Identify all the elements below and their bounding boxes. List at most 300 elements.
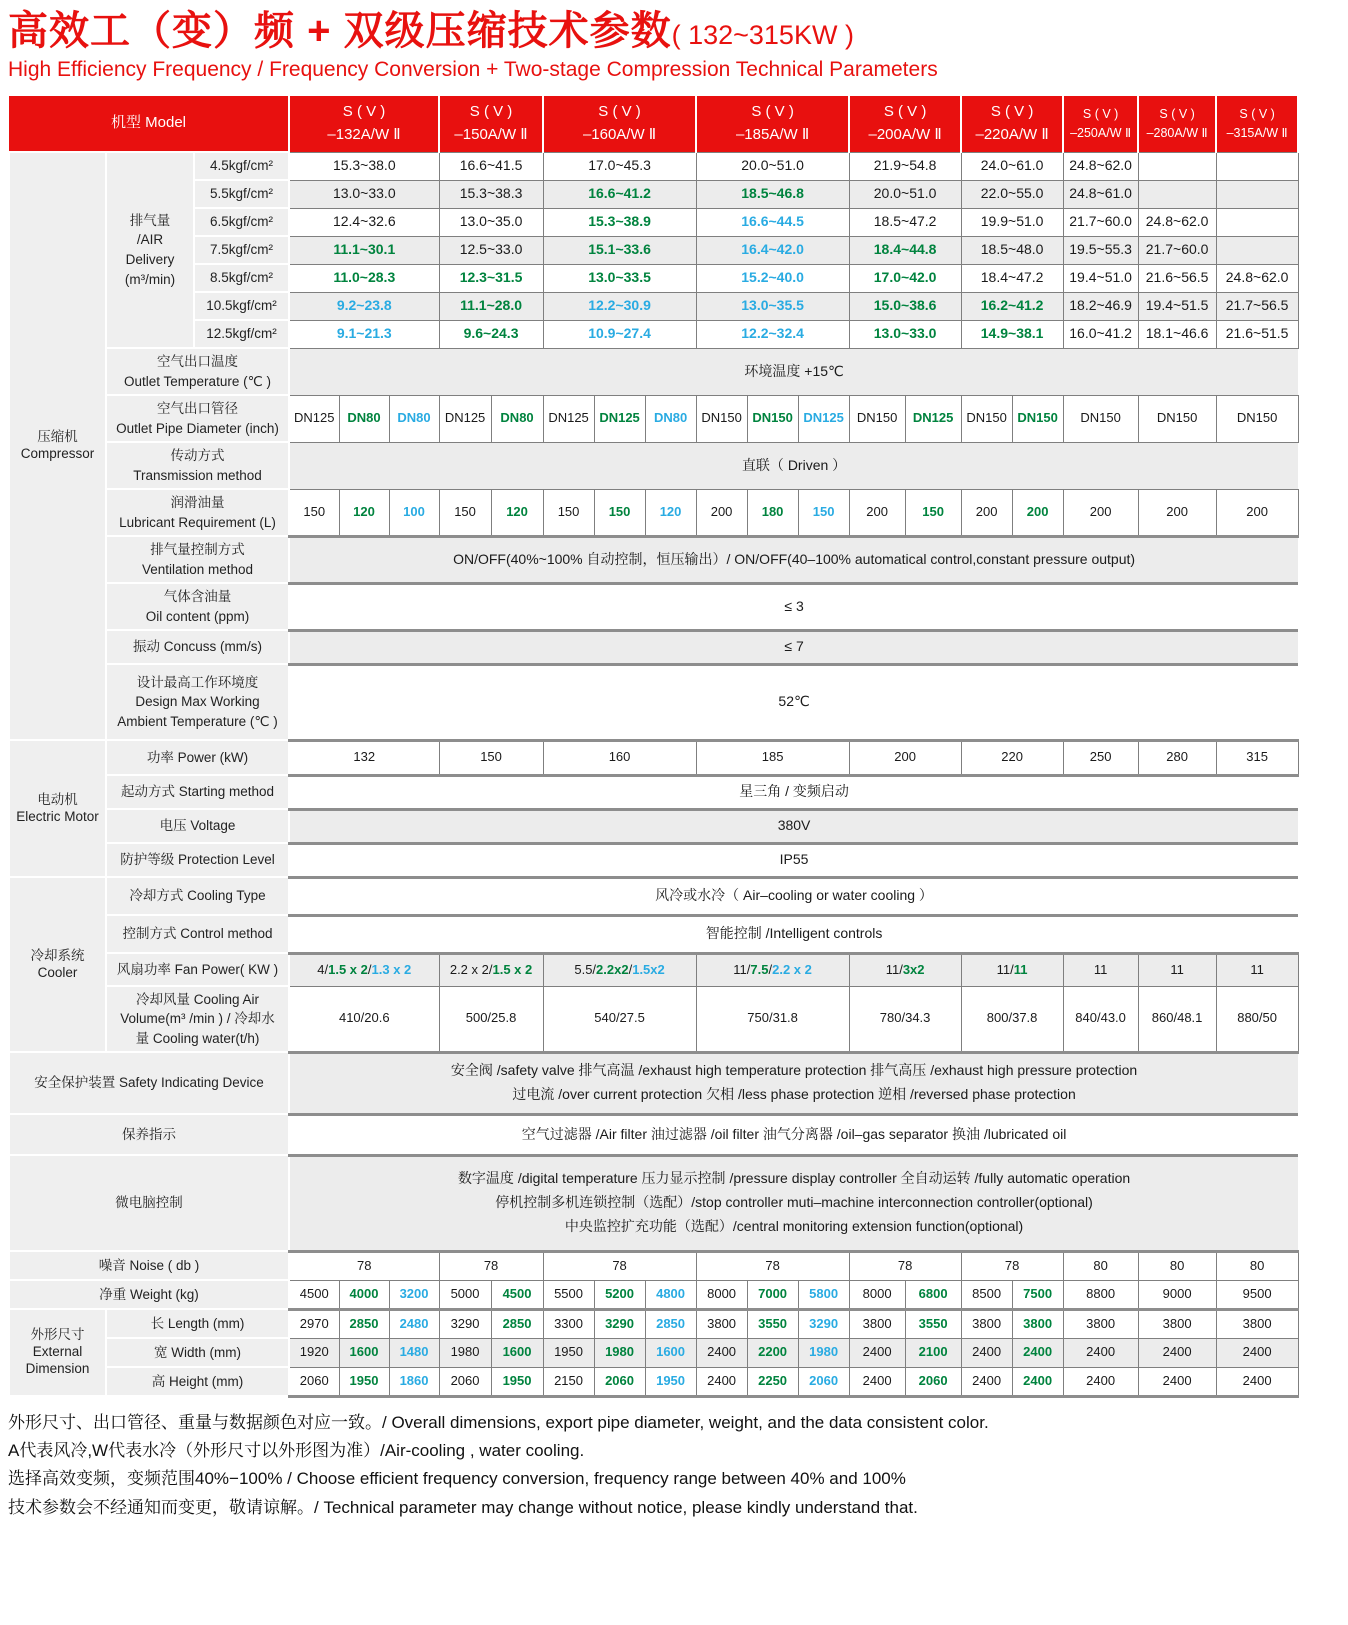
row-fan-power bbox=[9, 953, 1298, 986]
row-fan-power-cell-5: 11/3x2 bbox=[849, 953, 961, 986]
row-cooling-volume-cell-8: 860/48.1 bbox=[1138, 986, 1216, 1052]
row-air-8.5-cell-7: 19.4~51.0 bbox=[1063, 264, 1138, 292]
row-air-10.5-cell-2: 11.1~28.0 bbox=[439, 292, 543, 320]
row-air-12.5-cell-9: 21.6~51.5 bbox=[1216, 320, 1298, 348]
row-maintenance-cell-1: 空气过滤器 /Air filter 油过滤器 /oil filter 油气分离器 /oil–gas separator 换油 /lubricated oil bbox=[289, 1114, 1298, 1155]
label-cooling-type: 冷却方式 Cooling Type bbox=[106, 877, 289, 915]
row-cooling-type bbox=[9, 877, 1298, 915]
row-air-8.5-cell-4: 15.2~40.0 bbox=[696, 264, 849, 292]
row-length-cell-3: 2850 bbox=[339, 1309, 389, 1338]
row-pipe-cell-6: DN125 bbox=[543, 395, 594, 442]
model-header-5: S ( V ) –200A/W Ⅱ bbox=[849, 96, 961, 152]
row-air-10.5-cell-5: 15.0~38.6 bbox=[849, 292, 961, 320]
row-air-10.5-cell-1: 9.2~23.8 bbox=[289, 292, 439, 320]
row-length-cell-11: 3550 bbox=[747, 1309, 798, 1338]
row-length-cell-8: 3290 bbox=[594, 1309, 645, 1338]
row-height-cell-13: 2060 bbox=[905, 1367, 961, 1396]
row-air-12.5-cell-2: 9.6~24.3 bbox=[439, 320, 543, 348]
row-fan-power-cell-8: 11 bbox=[1138, 953, 1216, 986]
row-length-cell-2: 2970 bbox=[289, 1309, 339, 1338]
label-microcomputer: 微电脑控制 bbox=[9, 1155, 289, 1251]
row-height-cell-6: 2150 bbox=[543, 1367, 594, 1396]
row-length-cell-14: 3550 bbox=[905, 1309, 961, 1338]
label-length: 长 Length (mm) bbox=[106, 1309, 289, 1338]
row-height-cell-16: 2400 bbox=[1063, 1367, 1138, 1396]
row-pipe-cell-11: DN125 bbox=[798, 395, 849, 442]
row-height-cell-9: 2400 bbox=[696, 1367, 747, 1396]
row-pipe bbox=[9, 395, 1298, 442]
row-cooling-volume-cell-1: 410/20.6 bbox=[289, 986, 439, 1052]
title-zh: 高效工（变）频 + 双级压缩技术参数 bbox=[8, 9, 672, 53]
row-air-12.5-cell-5: 13.0~33.0 bbox=[849, 320, 961, 348]
spec-table bbox=[8, 96, 1299, 1398]
label-weight: 净重 Weight (kg) bbox=[9, 1280, 289, 1309]
row-lubricant-cell-17: 200 bbox=[1138, 489, 1216, 536]
row-control bbox=[9, 915, 1298, 953]
row-air-8.5-cell-2: 12.3~31.5 bbox=[439, 264, 543, 292]
row-lubricant-cell-6: 150 bbox=[543, 489, 594, 536]
label-pressure-7.5: 7.5kgf/cm² bbox=[194, 236, 289, 264]
row-weight-cell-12: 8000 bbox=[849, 1280, 905, 1309]
row-air-6.5-cell-6: 19.9~51.0 bbox=[961, 208, 1063, 236]
row-length-cell-6: 2850 bbox=[491, 1309, 543, 1338]
row-air-5.5-cell-9 bbox=[1216, 180, 1298, 208]
row-width bbox=[9, 1338, 1298, 1367]
row-micro bbox=[9, 1155, 1298, 1251]
row-air-12.5-cell-7: 16.0~41.2 bbox=[1063, 320, 1138, 348]
label-concuss: 振动 Concuss (mm/s) bbox=[106, 630, 289, 664]
row-air-10.5-cell-3: 12.2~30.9 bbox=[543, 292, 696, 320]
row-width-cell-9: 2400 bbox=[696, 1338, 747, 1367]
label-fan-power: 风扇功率 Fan Power( KW ) bbox=[106, 953, 289, 986]
row-lubricant-cell-13: 150 bbox=[905, 489, 961, 536]
footnotes bbox=[8, 1410, 1340, 1521]
footnote-1: 外形尺寸、出口管径、重量与数据颜色对应一致。/ Overall dimensions, export pipe diameter, weight, and the data consistent color. bbox=[8, 1412, 989, 1432]
row-weight-cell-13: 6800 bbox=[905, 1280, 961, 1309]
row-width-cell-3: 1480 bbox=[389, 1338, 439, 1367]
label-cooling-volume: 冷却风量 Cooling Air Volume(m³ /min ) / 冷却水 量 Cooling water(t/h) bbox=[106, 986, 289, 1052]
row-width-cell-5: 1600 bbox=[491, 1338, 543, 1367]
label-ventilation: 排气量控制方式 Ventilation method bbox=[106, 536, 289, 583]
row-weight-cell-15: 7500 bbox=[1012, 1280, 1063, 1309]
label-pressure-10.5: 10.5kgf/cm² bbox=[194, 292, 289, 320]
row-oil-cell-1: ≤ 3 bbox=[289, 583, 1298, 630]
label-maintenance: 保养指示 bbox=[9, 1114, 289, 1155]
row-length-cell-17: 3800 bbox=[1063, 1309, 1138, 1338]
row-height-cell-8: 1950 bbox=[645, 1367, 696, 1396]
row-air-10.5-cell-4: 13.0~35.5 bbox=[696, 292, 849, 320]
row-height bbox=[9, 1367, 1298, 1396]
row-width-cell-7: 1980 bbox=[594, 1338, 645, 1367]
row-height-cell-17: 2400 bbox=[1138, 1367, 1216, 1396]
row-width-cell-1: 1920 bbox=[289, 1338, 339, 1367]
label-design-max-temp: 设计最高工作环境度 Design Max Working Ambient Temperature (℃ ) bbox=[106, 664, 289, 740]
row-width-cell-18: 2400 bbox=[1216, 1338, 1298, 1367]
row-weight-cell-18: 9500 bbox=[1216, 1280, 1298, 1309]
row-height-cell-7: 2060 bbox=[594, 1367, 645, 1396]
row-weight-cell-4: 5000 bbox=[439, 1280, 491, 1309]
row-air-4.5-cell-4: 16.6~41.5 bbox=[439, 152, 543, 180]
row-air-4.5 bbox=[9, 152, 1298, 180]
row-header bbox=[9, 96, 1298, 152]
row-fan-power-cell-7: 11 bbox=[1063, 953, 1138, 986]
row-design-cell-1: 52℃ bbox=[289, 664, 1298, 740]
row-lubricant-cell-5: 120 bbox=[491, 489, 543, 536]
row-width-cell-11: 1980 bbox=[798, 1338, 849, 1367]
label-pressure-4.5: 4.5kgf/cm² bbox=[194, 152, 289, 180]
row-length-cell-5: 3290 bbox=[439, 1309, 491, 1338]
label-air-delivery: 排气量 /AIR Delivery (m³/min) bbox=[106, 152, 194, 348]
row-lubricant-cell-11: 150 bbox=[798, 489, 849, 536]
row-cooling-volume-cell-3: 540/27.5 bbox=[543, 986, 696, 1052]
row-weight-cell-7: 5200 bbox=[594, 1280, 645, 1309]
row-height-cell-1: 2060 bbox=[289, 1367, 339, 1396]
row-air-12.5-cell-6: 14.9~38.1 bbox=[961, 320, 1063, 348]
row-length bbox=[9, 1309, 1298, 1338]
row-height-cell-18: 2400 bbox=[1216, 1367, 1298, 1396]
row-air-12.5-cell-4: 12.2~32.4 bbox=[696, 320, 849, 348]
row-weight-cell-3: 3200 bbox=[389, 1280, 439, 1309]
row-air-7.5-cell-6: 18.5~48.0 bbox=[961, 236, 1063, 264]
row-length-cell-15: 3800 bbox=[961, 1309, 1012, 1338]
label-transmission: 传动方式 Transmission method bbox=[106, 442, 289, 489]
row-air-6.5-cell-3: 15.3~38.9 bbox=[543, 208, 696, 236]
row-power-cell-4: 160 bbox=[543, 740, 696, 775]
row-height-cell-14: 2400 bbox=[961, 1367, 1012, 1396]
row-air-12.5 bbox=[9, 320, 1298, 348]
row-width-cell-14: 2400 bbox=[961, 1338, 1012, 1367]
model-header-7: S ( V ) –250A/W Ⅱ bbox=[1063, 96, 1138, 152]
row-concuss bbox=[9, 630, 1298, 664]
row-noise-cell-3: 78 bbox=[543, 1251, 696, 1280]
row-power bbox=[9, 740, 1298, 775]
row-air-6.5-cell-2: 13.0~35.0 bbox=[439, 208, 543, 236]
row-cooling-type-cell-2: 风冷或水冷（ Air–cooling or water cooling ） bbox=[289, 877, 1298, 915]
row-air-7.5-cell-4: 16.4~42.0 bbox=[696, 236, 849, 264]
row-air-7.5-cell-3: 15.1~33.6 bbox=[543, 236, 696, 264]
row-starting-cell-1: 星三角 / 变频启动 bbox=[289, 775, 1298, 809]
row-safety-cell-1: 安全阀 /safety valve 排气高温 /exhaust high temperature protection 排气高压 /exhaust high pressure protection 过电流 /over current protection 欠相 /less phase protection 逆相 /reversed phase protection bbox=[289, 1052, 1298, 1114]
page-title bbox=[8, 8, 1340, 54]
row-power-cell-6: 200 bbox=[849, 740, 961, 775]
row-pipe-cell-3: DN80 bbox=[389, 395, 439, 442]
row-air-4.5-cell-7: 21.9~54.8 bbox=[849, 152, 961, 180]
row-air-6.5-cell-8: 24.8~62.0 bbox=[1138, 208, 1216, 236]
row-air-7.5-cell-7: 19.5~55.3 bbox=[1063, 236, 1138, 264]
label-oil-content: 气体含油量 Oil content (ppm) bbox=[106, 583, 289, 630]
row-width-cell-2: 1600 bbox=[339, 1338, 389, 1367]
row-air-5.5 bbox=[9, 180, 1298, 208]
row-width-cell-17: 2400 bbox=[1138, 1338, 1216, 1367]
row-length-cell-10: 3800 bbox=[696, 1309, 747, 1338]
row-lubricant-cell-18: 200 bbox=[1216, 489, 1298, 536]
row-air-5.5-cell-4: 18.5~46.8 bbox=[696, 180, 849, 208]
row-noise bbox=[9, 1251, 1298, 1280]
row-air-4.5-cell-11 bbox=[1216, 152, 1298, 180]
model-header-9: S ( V ) –315A/W Ⅱ bbox=[1216, 96, 1298, 152]
row-pipe-cell-16: DN150 bbox=[1063, 395, 1138, 442]
row-noise-cell-1: 78 bbox=[289, 1251, 439, 1280]
label-width: 宽 Width (mm) bbox=[106, 1338, 289, 1367]
row-air-7.5-cell-5: 18.4~44.8 bbox=[849, 236, 961, 264]
row-lubricant-cell-12: 200 bbox=[849, 489, 905, 536]
row-air-4.5-cell-8: 24.0~61.0 bbox=[961, 152, 1063, 180]
label-pressure-12.5: 12.5kgf/cm² bbox=[194, 320, 289, 348]
row-air-10.5 bbox=[9, 292, 1298, 320]
row-lubricant-cell-3: 100 bbox=[389, 489, 439, 536]
row-safety bbox=[9, 1052, 1298, 1114]
row-height-cell-12: 2400 bbox=[849, 1367, 905, 1396]
row-power-cell-10: 315 bbox=[1216, 740, 1298, 775]
row-maintenance bbox=[9, 1114, 1298, 1155]
row-height-cell-10: 2250 bbox=[747, 1367, 798, 1396]
row-pipe-cell-1: DN125 bbox=[289, 395, 339, 442]
row-length-cell-12: 3290 bbox=[798, 1309, 849, 1338]
row-air-7.5-cell-1: 11.1~30.1 bbox=[289, 236, 439, 264]
row-air-4.5-cell-3: 15.3~38.0 bbox=[289, 152, 439, 180]
row-voltage-cell-1: 380V bbox=[289, 809, 1298, 843]
row-lubricant-cell-14: 200 bbox=[961, 489, 1012, 536]
row-air-7.5 bbox=[9, 236, 1298, 264]
row-air-6.5-cell-4: 16.6~44.5 bbox=[696, 208, 849, 236]
row-cooling-volume-cell-6: 800/37.8 bbox=[961, 986, 1063, 1052]
row-air-10.5-cell-6: 16.2~41.2 bbox=[961, 292, 1063, 320]
row-protection-cell-1: IP55 bbox=[289, 843, 1298, 877]
row-power-cell-7: 220 bbox=[961, 740, 1063, 775]
label-pipe-diameter: 空气出口管径 Outlet Pipe Diameter (inch) bbox=[106, 395, 289, 442]
model-header-2: S ( V ) –150A/W Ⅱ bbox=[439, 96, 543, 152]
row-height-cell-4: 2060 bbox=[439, 1367, 491, 1396]
row-pipe-cell-4: DN125 bbox=[439, 395, 491, 442]
row-air-5.5-cell-1: 13.0~33.0 bbox=[289, 180, 439, 208]
row-air-7.5-cell-2: 12.5~33.0 bbox=[439, 236, 543, 264]
label-power: 功率 Power (kW) bbox=[106, 740, 289, 775]
label-noise: 噪音 Noise ( db ) bbox=[9, 1251, 289, 1280]
row-power-cell-2: 132 bbox=[289, 740, 439, 775]
row-weight-cell-11: 5800 bbox=[798, 1280, 849, 1309]
row-height-cell-3: 1860 bbox=[389, 1367, 439, 1396]
row-pipe-cell-10: DN150 bbox=[747, 395, 798, 442]
row-lubricant bbox=[9, 489, 1298, 536]
row-length-cell-13: 3800 bbox=[849, 1309, 905, 1338]
row-power-cell-8: 250 bbox=[1063, 740, 1138, 775]
label-pressure-5.5: 5.5kgf/cm² bbox=[194, 180, 289, 208]
row-lubricant-cell-9: 200 bbox=[696, 489, 747, 536]
row-width-cell-15: 2400 bbox=[1012, 1338, 1063, 1367]
row-air-6.5-cell-7: 21.7~60.0 bbox=[1063, 208, 1138, 236]
footnote-4: 技术参数会不经通知而变更，敬请谅解。/ Technical parameter may change without notice, please kindly understand that. bbox=[8, 1497, 918, 1517]
row-length-cell-19: 3800 bbox=[1216, 1309, 1298, 1338]
label-outlet-temp: 空气出口温度 Outlet Temperature (℃ ) bbox=[106, 348, 289, 395]
row-pipe-cell-5: DN80 bbox=[491, 395, 543, 442]
label-control-method: 控制方式 Control method bbox=[106, 915, 289, 953]
row-length-cell-7: 3300 bbox=[543, 1309, 594, 1338]
row-lubricant-cell-2: 120 bbox=[339, 489, 389, 536]
row-air-8.5-cell-1: 11.0~28.3 bbox=[289, 264, 439, 292]
row-pipe-cell-2: DN80 bbox=[339, 395, 389, 442]
row-weight-cell-14: 8500 bbox=[961, 1280, 1012, 1309]
row-pipe-cell-9: DN150 bbox=[696, 395, 747, 442]
row-outlet-temp bbox=[9, 348, 1298, 395]
row-width-cell-8: 1600 bbox=[645, 1338, 696, 1367]
row-pipe-cell-15: DN150 bbox=[1012, 395, 1063, 442]
row-noise-cell-9: 80 bbox=[1216, 1251, 1298, 1280]
row-width-cell-13: 2100 bbox=[905, 1338, 961, 1367]
row-pipe-cell-17: DN150 bbox=[1138, 395, 1216, 442]
row-weight-cell-1: 4500 bbox=[289, 1280, 339, 1309]
row-air-8.5-cell-5: 17.0~42.0 bbox=[849, 264, 961, 292]
label-pressure-8.5: 8.5kgf/cm² bbox=[194, 264, 289, 292]
row-air-6.5-cell-5: 18.5~47.2 bbox=[849, 208, 961, 236]
row-air-4.5-cell-6: 20.0~51.0 bbox=[696, 152, 849, 180]
label-height: 高 Height (mm) bbox=[106, 1367, 289, 1396]
row-fan-power-cell-2: 2.2 x 2/1.5 x 2 bbox=[439, 953, 543, 986]
row-weight-cell-16: 8800 bbox=[1063, 1280, 1138, 1309]
row-air-4.5-cell-10 bbox=[1138, 152, 1216, 180]
row-air-5.5-cell-8 bbox=[1138, 180, 1216, 208]
row-width-cell-4: 1980 bbox=[439, 1338, 491, 1367]
row-length-cell-16: 3800 bbox=[1012, 1309, 1063, 1338]
row-air-8.5 bbox=[9, 264, 1298, 292]
row-weight-cell-5: 4500 bbox=[491, 1280, 543, 1309]
row-power-cell-3: 150 bbox=[439, 740, 543, 775]
row-cooling-volume-cell-4: 750/31.8 bbox=[696, 986, 849, 1052]
row-fan-power-cell-6: 11/11 bbox=[961, 953, 1063, 986]
row-pipe-cell-14: DN150 bbox=[961, 395, 1012, 442]
row-air-8.5-cell-8: 21.6~56.5 bbox=[1138, 264, 1216, 292]
row-weight-cell-17: 9000 bbox=[1138, 1280, 1216, 1309]
row-length-cell-18: 3800 bbox=[1138, 1309, 1216, 1338]
row-air-10.5-cell-8: 19.4~51.5 bbox=[1138, 292, 1216, 320]
row-air-4.5-cell-9: 24.8~62.0 bbox=[1063, 152, 1138, 180]
label-safety-device: 安全保护装置 Safety Indicating Device bbox=[9, 1052, 289, 1114]
section-compressor: 压缩机 Compressor bbox=[9, 152, 106, 740]
row-pipe-cell-13: DN125 bbox=[905, 395, 961, 442]
row-power-cell-5: 185 bbox=[696, 740, 849, 775]
row-air-8.5-cell-3: 13.0~33.5 bbox=[543, 264, 696, 292]
row-air-6.5 bbox=[9, 208, 1298, 236]
row-starting bbox=[9, 775, 1298, 809]
label-starting-method: 起动方式 Starting method bbox=[106, 775, 289, 809]
row-outlet-temp-cell-1: 环境温度 +15℃ bbox=[289, 348, 1298, 395]
row-length-cell-9: 2850 bbox=[645, 1309, 696, 1338]
row-air-5.5-cell-2: 15.3~38.3 bbox=[439, 180, 543, 208]
row-pipe-cell-8: DN80 bbox=[645, 395, 696, 442]
footnote-2: A代表风冷,W代表水冷（外形尺寸以外形图为准）/Air-cooling , water cooling. bbox=[8, 1440, 585, 1460]
label-protection-level: 防护等级 Protection Level bbox=[106, 843, 289, 877]
row-fan-power-cell-3: 5.5/2.2x2/1.5x2 bbox=[543, 953, 696, 986]
row-oil bbox=[9, 583, 1298, 630]
row-design bbox=[9, 664, 1298, 740]
page-subtitle: High Efficiency Frequency / Frequency Conversion + Two-stage Compression Technical Parameters bbox=[8, 58, 938, 81]
title-range: ( 132~315KW ) bbox=[671, 20, 854, 50]
row-ventilation-cell-1: ON/OFF(40%~100% 自动控制，恒压输出）/ ON/OFF(40–100% automatical control,constant pressure output) bbox=[289, 536, 1298, 583]
row-concuss-cell-1: ≤ 7 bbox=[289, 630, 1298, 664]
row-air-5.5-cell-3: 16.6~41.2 bbox=[543, 180, 696, 208]
label-voltage: 电压 Voltage bbox=[106, 809, 289, 843]
row-lubricant-cell-15: 200 bbox=[1012, 489, 1063, 536]
row-air-12.5-cell-3: 10.9~27.4 bbox=[543, 320, 696, 348]
row-pipe-cell-7: DN125 bbox=[594, 395, 645, 442]
row-air-7.5-cell-8: 21.7~60.0 bbox=[1138, 236, 1216, 264]
label-lubricant: 润滑油量 Lubricant Requirement (L) bbox=[106, 489, 289, 536]
row-weight-cell-10: 7000 bbox=[747, 1280, 798, 1309]
model-header-6: S ( V ) –220A/W Ⅱ bbox=[961, 96, 1063, 152]
row-transmission bbox=[9, 442, 1298, 489]
section-dimension: 外形尺寸 External Dimension bbox=[9, 1309, 106, 1396]
row-air-10.5-cell-9: 21.7~56.5 bbox=[1216, 292, 1298, 320]
row-air-7.5-cell-9 bbox=[1216, 236, 1298, 264]
row-weight-cell-2: 4000 bbox=[339, 1280, 389, 1309]
row-air-12.5-cell-1: 9.1~21.3 bbox=[289, 320, 439, 348]
row-air-6.5-cell-9 bbox=[1216, 208, 1298, 236]
row-weight bbox=[9, 1280, 1298, 1309]
row-width-cell-10: 2200 bbox=[747, 1338, 798, 1367]
row-height-cell-5: 1950 bbox=[491, 1367, 543, 1396]
row-noise-cell-4: 78 bbox=[696, 1251, 849, 1280]
row-air-5.5-cell-6: 22.0~55.0 bbox=[961, 180, 1063, 208]
row-weight-cell-8: 4800 bbox=[645, 1280, 696, 1309]
row-noise-cell-7: 80 bbox=[1063, 1251, 1138, 1280]
model-header-1: S ( V ) –132A/W Ⅱ bbox=[289, 96, 439, 152]
model-header-4: S ( V ) –185A/W Ⅱ bbox=[696, 96, 849, 152]
row-lubricant-cell-4: 150 bbox=[439, 489, 491, 536]
row-lubricant-cell-7: 150 bbox=[594, 489, 645, 536]
row-cooling-volume-cell-9: 880/50 bbox=[1216, 986, 1298, 1052]
row-cooling-volume-cell-7: 840/43.0 bbox=[1063, 986, 1138, 1052]
row-fan-power-cell-1: 4/1.5 x 2/1.3 x 2 bbox=[289, 953, 439, 986]
row-fan-power-cell-9: 11 bbox=[1216, 953, 1298, 986]
row-width-cell-16: 2400 bbox=[1063, 1338, 1138, 1367]
row-pipe-cell-18: DN150 bbox=[1216, 395, 1298, 442]
row-air-8.5-cell-6: 18.4~47.2 bbox=[961, 264, 1063, 292]
model-header-3: S ( V ) –160A/W Ⅱ bbox=[543, 96, 696, 152]
row-micro-cell-1: 数字温度 /digital temperature 压力显示控制 /pressure display controller 全自动运转 /fully automatic operation 停机控制多机连锁控制（选配）/stop controller muti–machine interconnection controller(optional) 中央监控扩充功能（选配）/central monitoring extension function(optional) bbox=[289, 1155, 1298, 1251]
row-cooling-volume-cell-2: 500/25.8 bbox=[439, 986, 543, 1052]
row-weight-cell-6: 5500 bbox=[543, 1280, 594, 1309]
row-ventilation bbox=[9, 536, 1298, 583]
section-cooler: 冷却系统 Cooler bbox=[9, 877, 106, 1052]
section-electric-motor: 电动机 Electric Motor bbox=[9, 740, 106, 877]
row-width-cell-6: 1950 bbox=[543, 1338, 594, 1367]
row-air-12.5-cell-8: 18.1~46.6 bbox=[1138, 320, 1216, 348]
row-height-cell-2: 1950 bbox=[339, 1367, 389, 1396]
row-lubricant-cell-8: 120 bbox=[645, 489, 696, 536]
row-width-cell-12: 2400 bbox=[849, 1338, 905, 1367]
model-header-label: 机型 Model bbox=[9, 96, 289, 152]
row-air-10.5-cell-7: 18.2~46.9 bbox=[1063, 292, 1138, 320]
row-lubricant-cell-1: 150 bbox=[289, 489, 339, 536]
row-lubricant-cell-10: 180 bbox=[747, 489, 798, 536]
row-control-cell-1: 智能控制 /Intelligent controls bbox=[289, 915, 1298, 953]
row-protection bbox=[9, 843, 1298, 877]
header bbox=[8, 8, 1340, 82]
row-cooling-volume-cell-5: 780/34.3 bbox=[849, 986, 961, 1052]
row-length-cell-4: 2480 bbox=[389, 1309, 439, 1338]
row-cooling-volume bbox=[9, 986, 1298, 1052]
row-air-5.5-cell-7: 24.8~61.0 bbox=[1063, 180, 1138, 208]
row-voltage bbox=[9, 809, 1298, 843]
footnote-3: 选择高效变频，变频范围40%−100% / Choose efficient frequency conversion, frequency range between 40% and 100% bbox=[8, 1469, 906, 1489]
label-pressure-6.5: 6.5kgf/cm² bbox=[194, 208, 289, 236]
row-pipe-cell-12: DN150 bbox=[849, 395, 905, 442]
row-noise-cell-6: 78 bbox=[961, 1251, 1063, 1280]
row-air-5.5-cell-5: 20.0~51.0 bbox=[849, 180, 961, 208]
row-height-cell-15: 2400 bbox=[1012, 1367, 1063, 1396]
row-air-8.5-cell-9: 24.8~62.0 bbox=[1216, 264, 1298, 292]
model-header-8: S ( V ) –280A/W Ⅱ bbox=[1138, 96, 1216, 152]
row-lubricant-cell-16: 200 bbox=[1063, 489, 1138, 536]
